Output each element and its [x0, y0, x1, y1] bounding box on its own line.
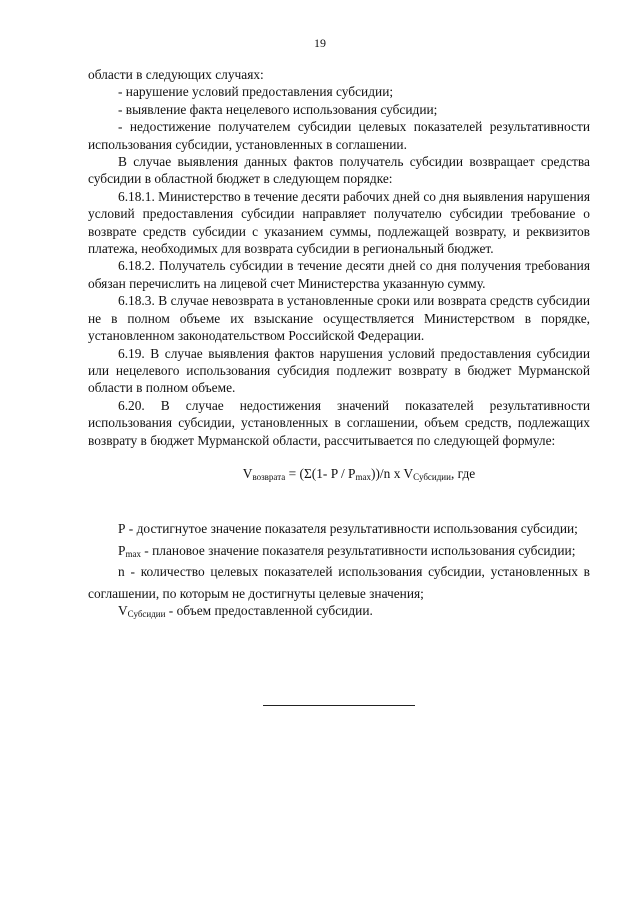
return-formula [88, 465, 590, 486]
paragraph-6-18-1: 6.18.1. Министерство в течение десяти рабочих дней со дня выявления нарушения условий предоставления субсидии направляет получателю субсидии требование о возврате средств субсидии с указанием суммы, подлежащей возврату, и реквизитов платежа, необходимых для возврата субсидии в региональный бюджет. [88, 188, 590, 257]
paragraph-6-19: 6.19. В случае выявления фактов нарушения условий предоставления субсидии или нецелевого использования субсидия подлежит возврату в бюджет Мурманской области в полном объеме. [88, 345, 590, 396]
definition-pmax [88, 542, 590, 563]
formula-v-sub: возврата [252, 471, 286, 482]
formula-pmax-sub: max [355, 471, 372, 482]
definition-text: - достигнутое значение показателя результативности использования субсидии; [125, 521, 578, 537]
case-item: - недостижение получателем субсидии целевых показателей результативности использования субсидии, установленных в соглашении. [88, 119, 590, 152]
definition-symbol: n [118, 564, 125, 580]
definition-symbol: P [118, 542, 126, 558]
formula-vs-sub: Субсидии [413, 471, 451, 482]
definition-text: - объем предоставленной субсидии. [165, 602, 373, 618]
definition-vsubsidy [88, 602, 590, 623]
definition-n [88, 563, 590, 602]
definition-sub: Субсидии [127, 608, 166, 619]
intro-line: области в следующих случаях: [88, 67, 264, 82]
case-item: - выявление факта нецелевого использования субсидии; [118, 101, 438, 117]
paragraph-6-18-2: 6.18.2. Получатель субсидии в течение десяти дней со дня получения требования обязан перечислить на лицевой счет Министерства указанную сумму. [88, 258, 590, 291]
formula-tail: ))/n x V [371, 465, 414, 481]
definition-symbol: V [118, 602, 128, 618]
definition-symbol: P [118, 521, 126, 537]
definition-p [88, 520, 590, 541]
paragraph-6-20: 6.20. В случае недостижения значений показателей результативности использования субсидии, установленных в соглашении, объем средств, подлежащих возврату в бюджет Мурманской области, рассчитывается по следующей формуле: [88, 397, 590, 448]
definition-text: - количество целевых показателей использования субсидии, установленных в соглашении, по которым не достигнуты целевые значения; [88, 564, 590, 601]
definition-sub: max [125, 548, 141, 559]
paragraph-6-18-3: 6.18.3. В случае невозврата в установленные сроки или возврата средств субсидии не в полном объеме их взыскание осуществляется Министерством в порядке, установленном законодательством Российской Федерации. [88, 293, 590, 344]
definition-text: - плановое значение показателя результативности использования субсидии; [140, 542, 576, 558]
document-body [88, 66, 590, 623]
formula-end: , где [450, 465, 476, 481]
paragraph: В случае выявления данных фактов получатель субсидии возвращает средства субсидии в областной бюджет в следующем порядке: [88, 154, 590, 187]
page-number: 19 [314, 36, 326, 50]
case-item: - нарушение условий предоставления субсидии; [118, 84, 394, 100]
end-rule [263, 705, 415, 706]
formula-middle: = (Σ(1- P / P [285, 465, 356, 481]
formula-v: V [242, 465, 253, 481]
